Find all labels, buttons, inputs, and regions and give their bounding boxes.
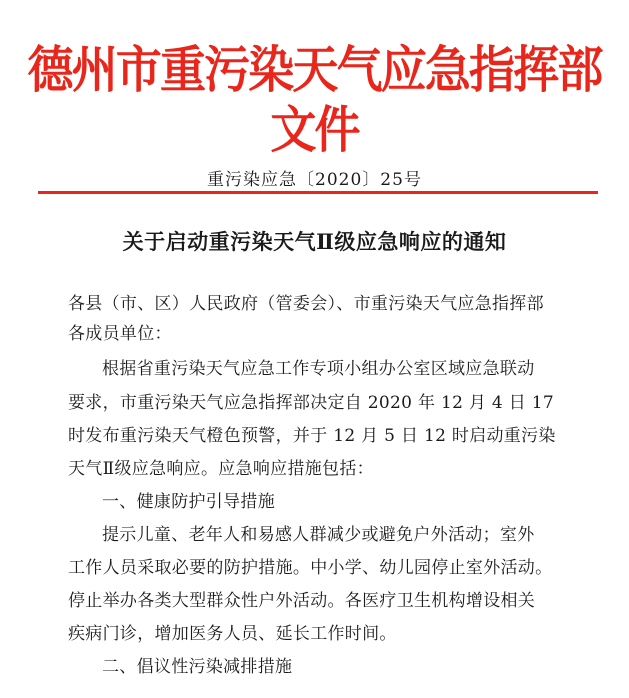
- salutation-line: 各成员单位：: [68, 324, 172, 344]
- section-heading: 二、倡议性污染减排措施: [102, 657, 293, 677]
- paragraph-line: 天气Ⅱ级应急响应。应急响应措施包括：: [68, 459, 374, 479]
- section-heading: 一、健康防护引导措施: [102, 492, 275, 512]
- paragraph-line: 停止举办各类大型群众性户外活动。各医疗卫生机构增设相关: [68, 591, 536, 611]
- paragraph-line: 提示儿童、老年人和易感人群减少或避免户外活动；室外: [102, 525, 535, 545]
- paragraph-line: 工作人员采取必要的防护措施。中小学、幼儿园停止室外活动。: [68, 558, 553, 578]
- salutation-line: 各县（市、区）人民政府（管委会）、市重污染天气应急指挥部: [68, 294, 544, 314]
- paragraph-line: 时发布重污染天气橙色预警，并于 12 月 5 日 12 时启动重污染: [68, 426, 556, 446]
- document-number: 重污染应急〔2020〕25号: [207, 170, 422, 190]
- issuing-authority-header: 德州市重污染天气应急指挥部文件: [27, 41, 602, 159]
- paragraph-line: 根据省重污染天气应急工作专项小组办公室区域应急联动: [102, 359, 535, 379]
- paragraph-line: 疾病门诊，增加医务人员、延长工作时间。: [68, 624, 397, 644]
- notice-title: 关于启动重污染天气Ⅱ级应急响应的通知: [122, 229, 507, 254]
- paragraph-line: 要求，市重污染天气应急指挥部决定自 2020 年 12 月 4 日 17: [68, 393, 554, 413]
- red-separator-line: [38, 191, 598, 194]
